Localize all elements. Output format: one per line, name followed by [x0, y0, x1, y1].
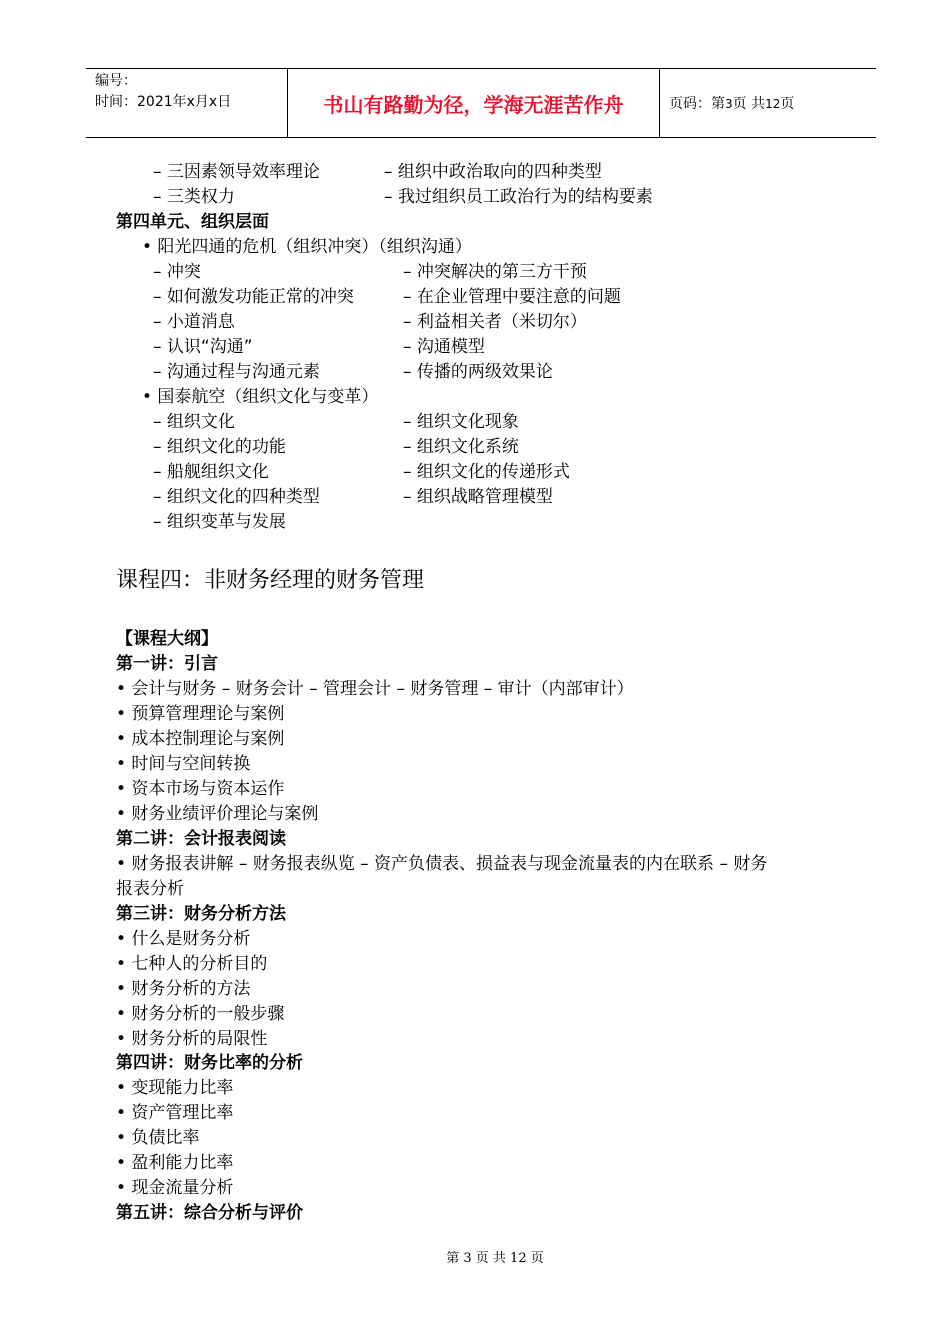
list-item: – 冲突 [153, 262, 201, 282]
case-heading: • 国泰航空（组织文化与变革） [142, 387, 379, 407]
list-item: • 财务业绩评价理论与案例 [116, 804, 319, 824]
lecture-heading: 第一讲：引言 [116, 654, 218, 674]
header-page-info [660, 69, 876, 137]
list-item: – 冲突解决的第三方干预 [403, 262, 587, 282]
list-item: • 盈利能力比率 [116, 1153, 234, 1173]
page-mid: 页 共 [732, 96, 766, 112]
list-item: • 成本控制理论与案例 [116, 729, 285, 749]
list-item: – 组织文化 [153, 412, 235, 432]
list-item: • 变现能力比率 [116, 1078, 234, 1098]
lecture-heading: 第五讲：综合分析与评价 [116, 1203, 303, 1223]
list-item: • 资本市场与资本运作 [116, 779, 285, 799]
section-heading: 第四单元、组织层面 [116, 212, 269, 232]
motto-text: 书山有路勤为径，学海无涯苦作舟 [323, 92, 624, 117]
header-meta [86, 69, 288, 137]
page-number: 3 [725, 97, 733, 111]
list-item: – 组织文化的四种类型 [153, 487, 320, 507]
list-item: – 我过组织员工政治行为的结构要素 [384, 187, 653, 207]
list-item: – 组织中政治取向的四种类型 [384, 162, 602, 182]
case-heading: • 阳光四通的危机（组织冲突）（组织沟通） [142, 237, 472, 257]
list-item: – 利益相关者（米切尔） [403, 312, 587, 332]
list-item-continuation: 报表分析 [116, 879, 184, 899]
list-item: – 传播的两级效果论 [403, 362, 553, 382]
list-item: • 会计与财务 – 财务会计 – 管理会计 – 财务管理 – 审计（内部审计） [116, 679, 634, 699]
list-item: • 预算管理理论与案例 [116, 704, 285, 724]
page-footer: 第 3 页 共 12 页 [446, 1251, 544, 1266]
list-item: • 现金流量分析 [116, 1178, 234, 1198]
list-item: • 财务分析的一般步骤 [116, 1004, 285, 1024]
list-item: • 财务分析的局限性 [116, 1029, 268, 1049]
lecture-heading: 第二讲：会计报表阅读 [116, 829, 286, 849]
course-title: 课程四：非财务经理的财务管理 [116, 568, 425, 593]
list-item: – 组织文化现象 [403, 412, 519, 432]
outline-heading: 【课程大纲】 [116, 629, 218, 649]
page-end: 页 [780, 96, 795, 112]
list-item: – 小道消息 [153, 312, 235, 332]
list-item: – 组织文化的传递形式 [403, 462, 570, 482]
list-item: – 三因素领导效率理论 [153, 162, 320, 182]
lecture-heading: 第四讲：财务比率的分析 [116, 1053, 303, 1073]
list-item: • 财务报表讲解 – 财务报表纵览 – 资产负债表、损益表与现金流量表的内在联系 – 财务 [116, 854, 768, 874]
list-item: • 财务分析的方法 [116, 979, 251, 999]
time-label: 时间：2021年x月x日 [95, 94, 232, 110]
list-item: – 组织变革与发展 [153, 512, 286, 532]
page-counter [669, 93, 876, 113]
list-item: – 组织战略管理模型 [403, 487, 553, 507]
list-item: • 什么是财务分析 [116, 929, 251, 949]
list-item: • 负债比率 [116, 1128, 200, 1148]
list-item: – 三类权力 [153, 187, 235, 207]
list-item: – 沟通过程与沟通元素 [153, 362, 320, 382]
list-item: – 在企业管理中要注意的问题 [403, 287, 621, 307]
code-label: 编号： [95, 73, 137, 89]
list-item: – 沟通模型 [403, 337, 485, 357]
list-item: – 船舰组织文化 [153, 462, 269, 482]
list-item: – 如何激发功能正常的冲突 [153, 287, 354, 307]
header-motto [288, 69, 660, 137]
list-item: – 组织文化的功能 [153, 437, 286, 457]
list-item: • 七种人的分析目的 [116, 954, 268, 974]
list-item: • 资产管理比率 [116, 1103, 234, 1123]
list-item: – 认识“沟通” [153, 337, 253, 357]
lecture-heading: 第三讲：财务分析方法 [116, 904, 286, 924]
list-item: – 组织文化系统 [403, 437, 519, 457]
list-item: • 时间与空间转换 [116, 754, 251, 774]
page-header [86, 68, 876, 138]
page-total: 12 [765, 97, 781, 111]
page-label: 页码：第 [669, 96, 725, 112]
